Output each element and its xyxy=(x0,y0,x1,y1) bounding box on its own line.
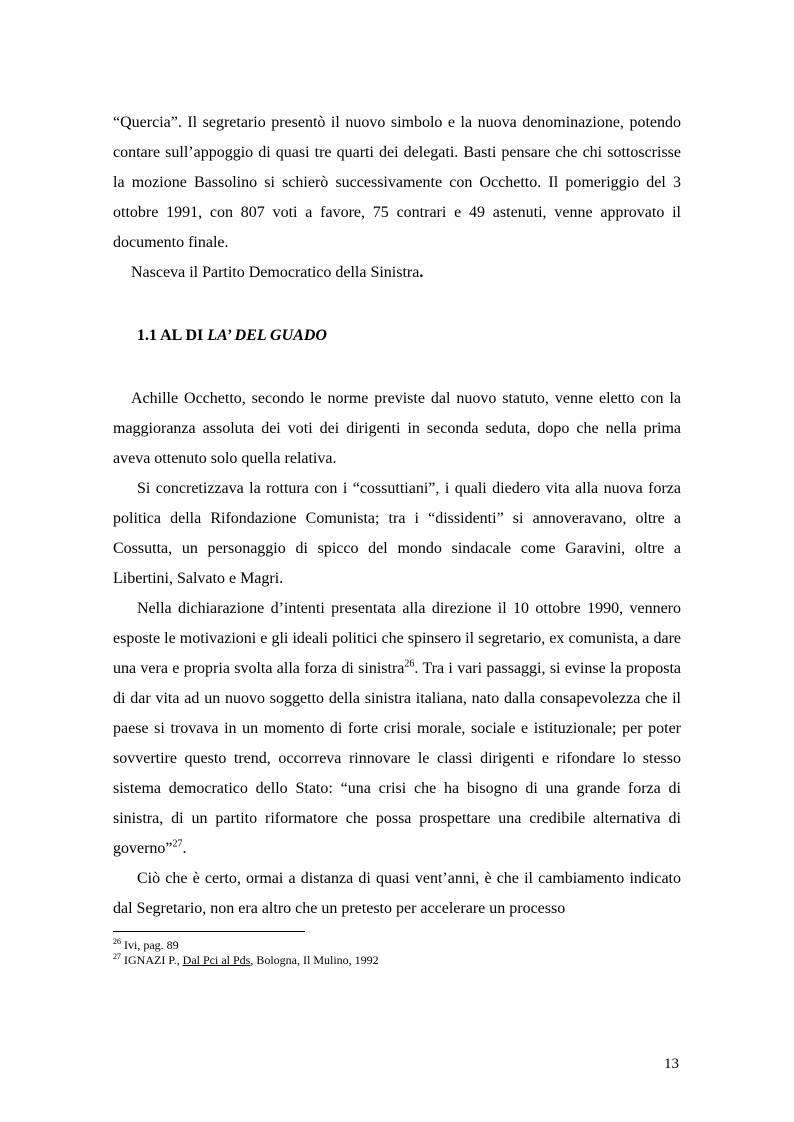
paragraph-5-part-c: . xyxy=(182,840,187,857)
footnote-27 xyxy=(113,953,681,968)
footnote-number: 27 xyxy=(113,952,121,961)
footnote-26 xyxy=(113,938,681,953)
section-heading xyxy=(137,321,681,351)
paragraph-5-part-b: . Tra i vari passaggi, si evinse la proposta di dar vita ad un nuovo soggetto della sinistra italiana, nato dalla consapevolezza che il paese si trovava in un momento di forte crisi morale, sociale e istituzionale; per poter sovvertire questo trend, occorreva rinnovare le classi dirigenti e rifondare lo stesso sistema democratico dello Stato: “una crisi che ha bisogno di una grande forza di sinistra, di un partito riformatore che possa prospettare una credibile alternativa di governo” xyxy=(113,660,681,857)
footnote-ref-27[interactable]: 27 xyxy=(172,838,183,850)
footnote-text-a: IGNAZI P., xyxy=(124,953,183,967)
section-heading-italic: LA’ DEL GUADO xyxy=(207,327,327,344)
paragraph-2 xyxy=(113,258,681,288)
paragraph-3: Achille Occhetto, secondo le norme previste dal nuovo statuto, venne eletto con la maggioranza assoluta dei voti dei dirigenti in seconda seduta, dopo che nella prima aveva ottenuto solo quella relativa. xyxy=(113,390,681,467)
footnote-text: Ivi, pag. 89 xyxy=(124,938,179,952)
paragraph-6: Ciò che è certo, ormai a distanza di quasi vent’anni, è che il cambiamento indicato dal Segretario, non era altro che un pretesto per accelerare un processo xyxy=(113,870,681,917)
footnote-ref-26[interactable]: 26 xyxy=(404,658,415,670)
footnote-divider xyxy=(113,931,305,932)
paragraph-1: “Quercia”. Il segretario presentò il nuovo simbolo e la nuova denominazione, potendo contare sull’appoggio di quasi tre quarti dei delegati. Basti pensare che chi sottoscrisse la mozione Bassolino si schierò successivamente con Occhetto. Il pomeriggio del 3 ottobre 1991, con 807 voti a favore, 75 contrari e 49 astenuti, venne approvato il documento finale. xyxy=(113,114,681,251)
section-heading-prefix: 1.1 AL DI xyxy=(137,327,208,344)
paragraph-2-text: Nasceva il Partito Democratico della Sinistra xyxy=(131,264,420,281)
page-body xyxy=(113,108,681,924)
footnote-book-title: Dal Pci al Pds xyxy=(182,953,251,967)
paragraph-4: Si concretizzava la rottura con i “cossuttiani”, i quali diedero vita alla nuova forza politica della Rifondazione Comunista; tra i “dissidenti” si annoveravano, oltre a Cossutta, un personaggio di spicco del mondo sindacale come Garavini, oltre a Libertini, Salvato e Magri. xyxy=(113,480,681,587)
footnotes xyxy=(113,938,681,968)
paragraph-5 xyxy=(113,594,681,864)
paragraph-2-period: . xyxy=(419,264,424,281)
paragraph-5-part-a: Nella dichiarazione d’intenti presentata alla direzione il 10 ottobre 1990, vennero esposte le motivazioni e gli ideali politici che spinsero il segretario, ex comunista, a dare una vera e propria svolta alla forza di sinistra xyxy=(113,600,681,677)
footnote-text-b: , Bologna, Il Mulino, 1992 xyxy=(250,953,379,967)
page-number: 13 xyxy=(664,1056,679,1072)
footnote-number: 26 xyxy=(113,937,121,946)
